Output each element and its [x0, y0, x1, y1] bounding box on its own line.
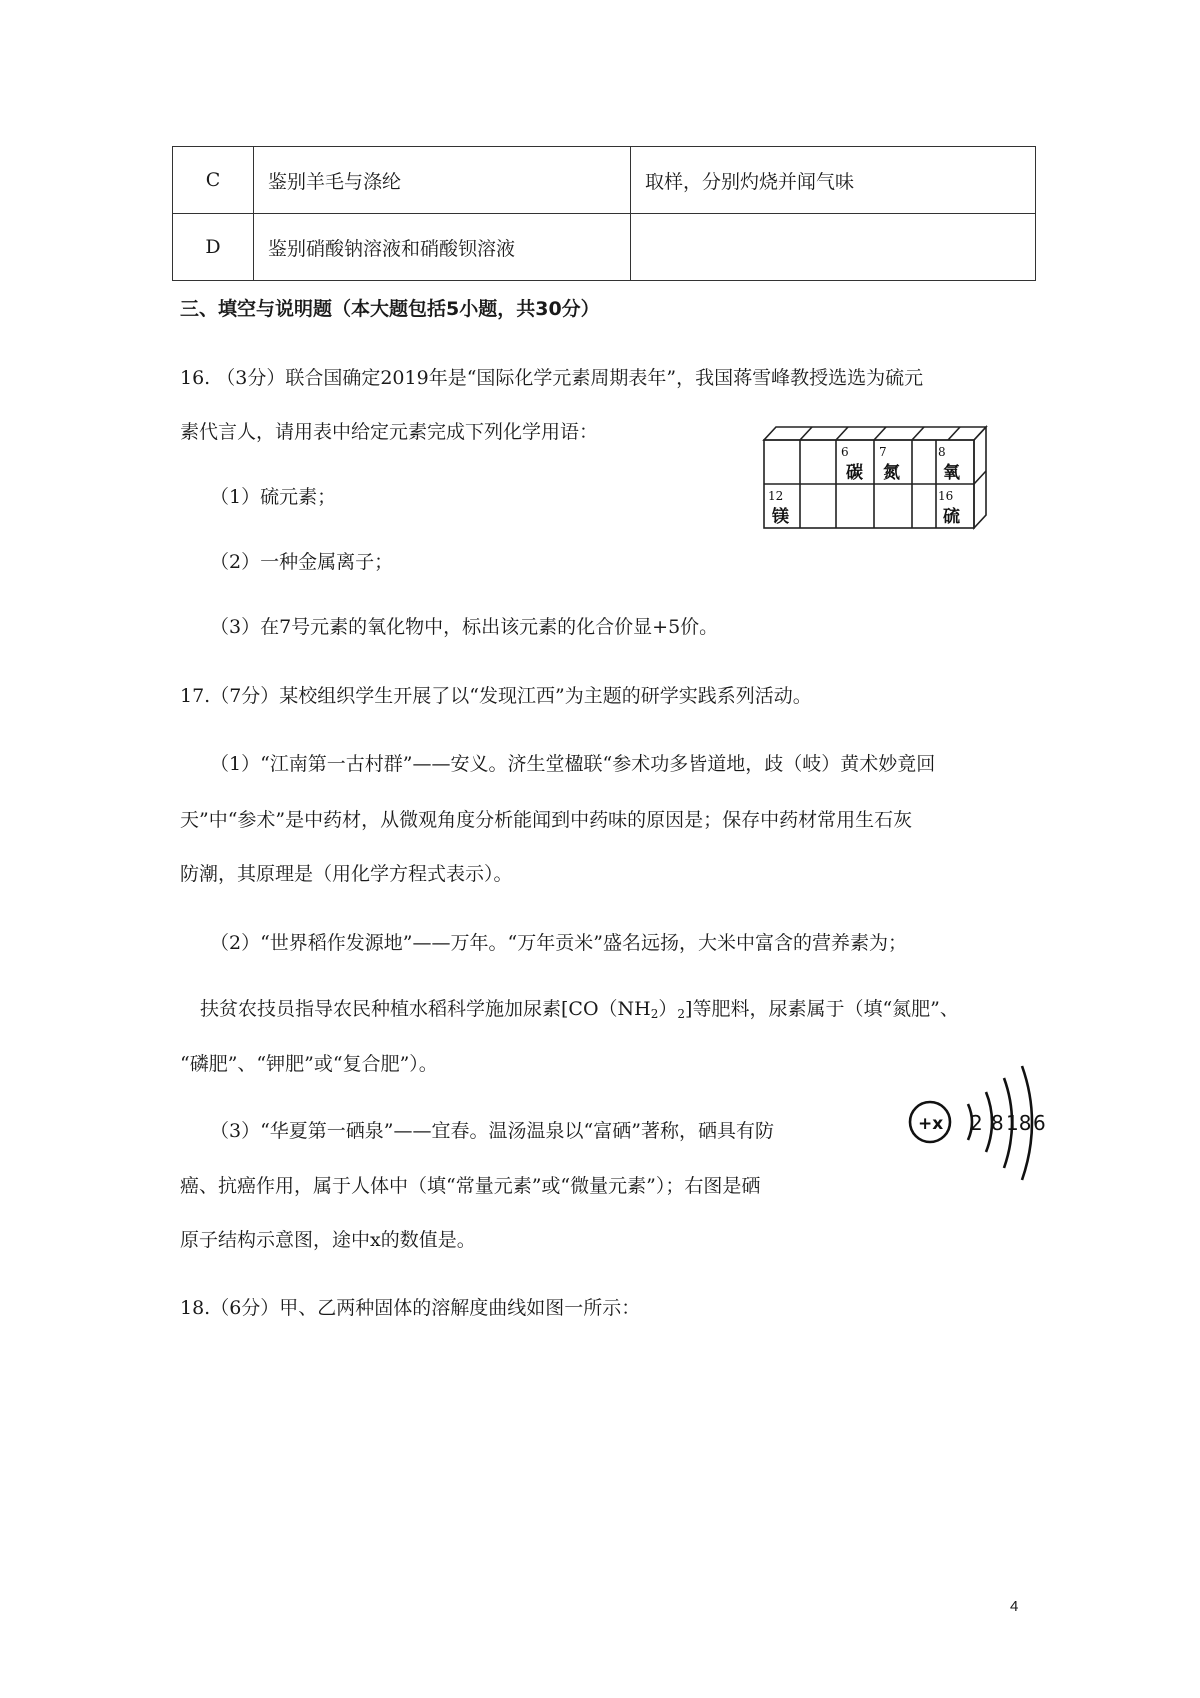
- q17-p3-line2: 癌、抗癌作用，属于人体中（填“常量元素”或“微量元素”）；右图是硒: [180, 1175, 761, 1197]
- q17-p3-line3: 原子结构示意图，途中x的数值是。: [180, 1229, 476, 1251]
- pt-sym-magnesium: 镁: [772, 507, 789, 527]
- q17-p2-line1: （2）“世界稻作发源地”——万年。“万年贡米”盛名远扬，大米中富含的营养素为；: [210, 932, 907, 954]
- q17-p2-line2: 扶贫农技员指导农民种植水稻科学施加尿素$[CO(NH_2)_2]$等肥料，尿素属于（填“氮肥”、: [200, 998, 959, 1021]
- row-label: C: [173, 147, 254, 214]
- q17-stem: 17.（7分）某校组织学生开展了以“发现江西”为主题的研学实践系列活动。: [180, 685, 812, 707]
- pt-num-16: 16: [938, 489, 954, 503]
- pt-num-12: 12: [768, 489, 784, 503]
- shell-2-count: 8: [991, 1111, 1004, 1135]
- pt-num-6: 6: [841, 445, 849, 459]
- shell-1-count: 2: [970, 1111, 983, 1135]
- q16-part2: （2）一种金属离子；: [210, 551, 394, 573]
- row-task: 鉴别硝酸钠溶液和硝酸钡溶液: [254, 214, 631, 281]
- row-method: 取样，分别灼烧并闻气味: [631, 147, 1036, 214]
- q18-stem: 18.（6分）甲、乙两种固体的溶解度曲线如图一所示：: [180, 1297, 641, 1319]
- q17-p1-line1: （1）“江南第一古村群”——安义。济生堂楹联“参术功多皆道地，歧（岐）黄术妙竟回: [210, 753, 936, 775]
- q16-stem-line1: 16. （3分）联合国确定2019年是“国际化学元素周期表年”，我国蒋雪峰教授选选为硫元: [180, 367, 924, 389]
- shell-3-count: 18: [1006, 1111, 1032, 1135]
- pt-sym-nitrogen: 氮: [883, 463, 900, 483]
- row-label: D: [173, 214, 254, 281]
- selenium-atom-diagram: [900, 1062, 1070, 1202]
- pt-sym-carbon: 碳: [846, 463, 863, 483]
- pt-sym-sulfur: 硫: [943, 507, 960, 527]
- q17-p3-line1: （3）“华夏第一硒泉”——宜春。温汤温泉以“富硒”著称，硒具有防: [210, 1120, 774, 1142]
- pt-sym-oxygen: 氧: [943, 463, 960, 483]
- q17-p1-line2: 天”中“参术”是中药材，从微观角度分析能闻到中药味的原因是；保存中药材常用生石灰: [180, 809, 913, 831]
- q16-stem-line2: 素代言人，请用表中给定元素完成下列化学用语：: [180, 421, 599, 443]
- nucleus-charge: +x: [918, 1114, 944, 1134]
- pt-num-7: 7: [879, 445, 887, 459]
- page-number: 4: [1010, 1598, 1019, 1615]
- q17-p1-line3: 防潮，其原理是（用化学方程式表示）。: [180, 863, 513, 885]
- row-task: 鉴别羊毛与涤纶: [254, 147, 631, 214]
- shell-4-count: 6: [1033, 1111, 1046, 1135]
- section-title: 三、填空与说明题（本大题包括5小题，共30分）: [180, 298, 600, 320]
- pt-num-8: 8: [938, 445, 946, 459]
- q16-part1: （1）硫元素；: [210, 486, 337, 508]
- q17-p2-line3: “磷肥”、“钾肥”或“复合肥”）。: [180, 1053, 438, 1075]
- q16-part3: （3）在7号元素的氧化物中，标出该元素的化合价显+5价。: [210, 616, 719, 638]
- periodic-table-figure: [0, 0, 1200, 560]
